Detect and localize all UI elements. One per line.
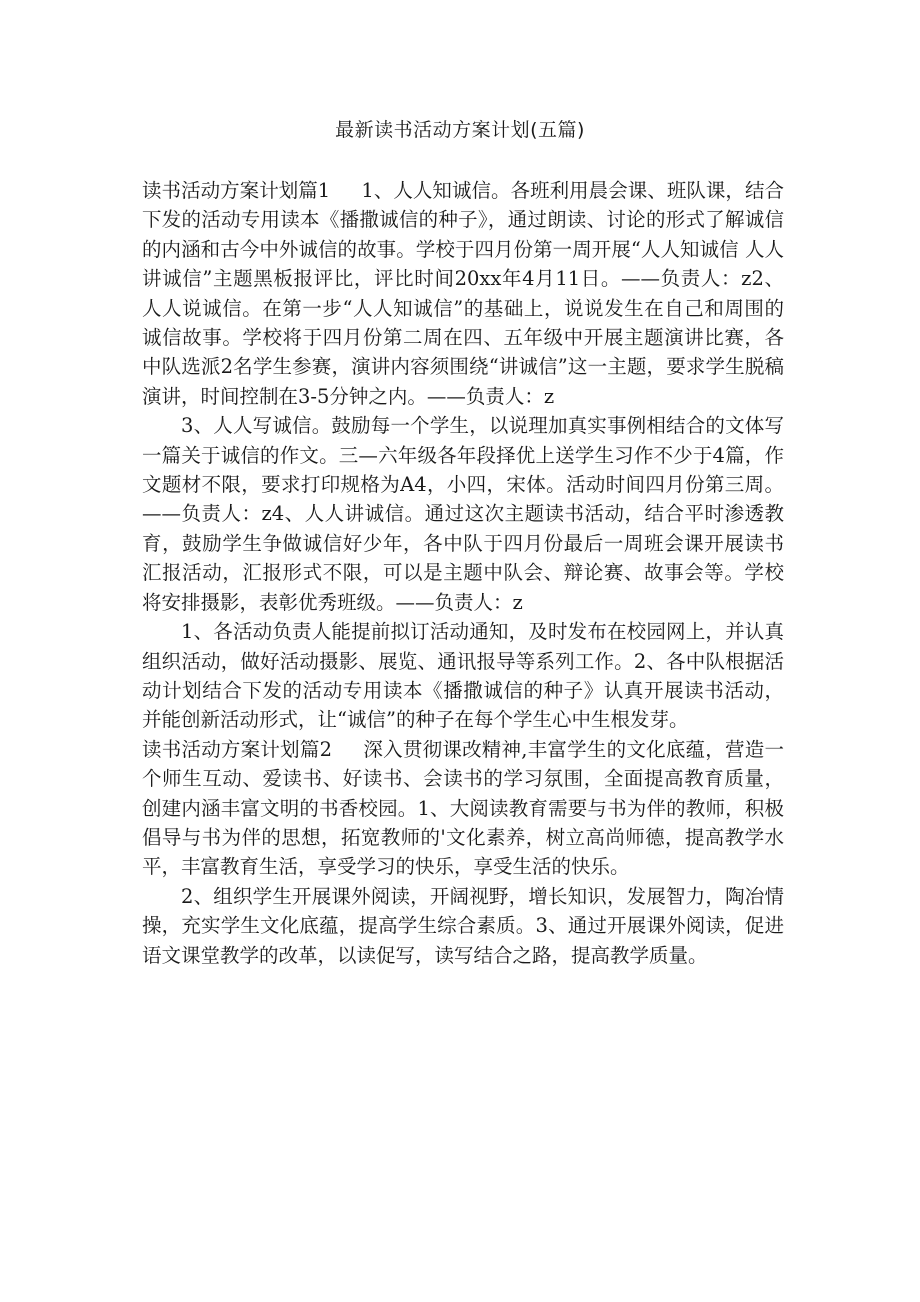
paragraph-4 [142, 735, 784, 882]
document-title: 最新读书活动方案计划(五篇) [335, 119, 585, 141]
section-heading-2: 读书活动方案计划篇2 [142, 737, 332, 761]
section-heading-1: 读书活动方案计划篇1 [142, 179, 331, 202]
paragraph-text: 1、人人知诚信。各班利用晨会课、班队课，结合下发的活动专用读本《播撒诚信的种子》，通过朗读、讨论的形式了解诚信的内涵和古今中外诚信的故事。学校于四月份第一周开展“人人知诚信 人人讲诚信”主题黑板报评比，评比时间20xx年4月11日。——负责人：z2、人人说诚信。在第一步“人人知诚信”的基础上，说说发生在自己和周围的诚信故事。学校将于四月份第二周在四、五年级中开展主题演讲比赛，各中队选派2名学生参赛，演讲内容须围绕“讲诚信”这一主题，要求学生脱稿演讲，时间控制在3-5分钟之内。——负责人：z [142, 179, 784, 408]
paragraph-text: 深入贯彻课改精神,丰富学生的文化底蕴，营造一个师生互动、爱读书、好读书、会读书的学习氛围，全面提高教育质量，创建内涵丰富文明的书香校园。1、大阅读教育需要与书为伴的教师，积极倡导与书为伴的思想，拓宽教师的'文化素养，树立高尚师德，提高教学水平，丰富教育生活，享受学习的快乐，享受生活的快乐。 [142, 737, 784, 879]
paragraph-text: 2、组织学生开展课外阅读，开阔视野，增长知识，发展智力，陶冶情操，充实学生文化底蕴，提高学生综合素质。3、通过开展课外阅读，促进语文课堂教学的改革，以读促写，读写结合之路，提高教学质量。 [142, 884, 784, 967]
paragraph-text: 1、各活动负责人能提前拟订活动通知，及时发布在校园网上，并认真组织活动，做好活动摄影、展览、通讯报导等系列工作。2、各中队根据活动计划结合下发的活动专用读本《播撒诚信的种子》认真开展读书活动，并能创新活动形式，让“诚信”的种子在每个学生心中生根发芽。 [142, 620, 784, 732]
paragraph-3 [142, 617, 784, 735]
paragraph-5 [142, 882, 784, 970]
paragraph-2 [142, 411, 784, 617]
document-body [142, 176, 784, 970]
paragraph-1 [142, 176, 784, 411]
paragraph-text: 3、人人写诚信。鼓励每一个学生，以说理加真实事例相结合的文体写一篇关于诚信的作文。三—六年级各年段择优上送学生习作不少于4篇，作文题材不限，要求打印规格为A4，小四，宋体。活动时间四月份第三周。——负责人：z4、人人讲诚信。通过这次主题读书活动，结合平时渗透教育，鼓励学生争做诚信好少年，各中队于四月份最后一周班会课开展读书汇报活动，汇报形式不限，可以是主题中队会、辩论赛、故事会等。学校将安排摄影，表彰优秀班级。——负责人：z [142, 414, 784, 614]
